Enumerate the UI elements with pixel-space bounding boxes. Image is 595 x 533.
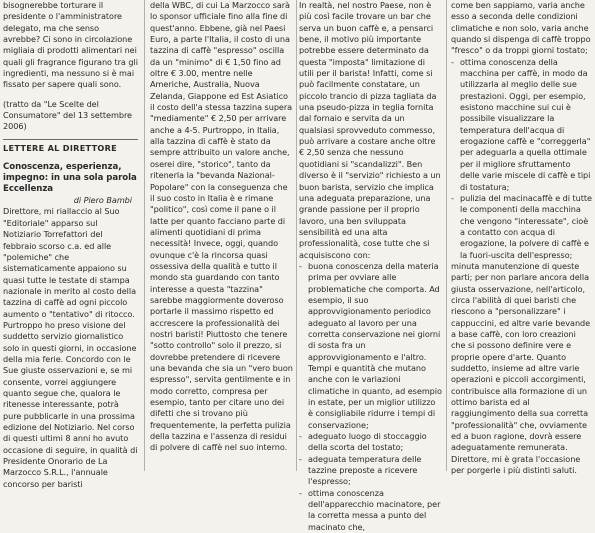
letter-headline: Conoscenza, esperienza, impegno: in una sola parola Eccellenza [3, 162, 137, 195]
body-text: minuta manutenzione di queste parti; per non parlare ancora della giusta osservazione, nell'articolo, circa l'abilità di quei baristi che riescono a "personalizzare" i cappuccini, ed altre varie bevande a base caffè, con loro creazioni che si possono definire vere e proprie opere d'arte. Quanto suddetto, insieme ad altre varie operazioni e piccoli accorgimenti, contribuisce alla formazione di un ottimo barista ed al raggiungimento della sua corretta "professionalità" che, ovviamente ed a buon ragione, dovrà essere adeguatamente remunerata. [451, 260, 591, 453]
column-2 [150, 0, 293, 471]
continued-text: come ben sappiamo, varia anche esso a seconda delle condizioni climatiche e non solo, varia anche quando si dispenga di caffè troppo "fresco" o da troppi giorni tostato; [451, 0, 591, 56]
requirements-list [299, 261, 442, 533]
citation: (tratto da "Le Scelte del Consumatore" del 13 settembre 2006) [3, 98, 133, 132]
byline: di Piero Bambi [73, 195, 132, 206]
list-item: - ottima conoscenza dell'apparecchio macinatore, per la corretta messa a punto del macinato che, [299, 488, 442, 533]
list-item: - adeguata temperatura delle tazzine preposte a ricevere l'espresso; [299, 454, 442, 488]
column-1 [3, 0, 138, 489]
column-4 [451, 0, 592, 476]
column-divider [446, 0, 447, 471]
body-text: della WBC, di cui La Marzocco sarà lo sponsor ufficiale fino alla fine di quest'anno. Ebbene, già nel Paesi Euro, a parte l'Italia, il costo di una tazzina di caffè "espresso" oscilla da un "minimo" di € 1,50 fino ad oltre € 3.00, mentre nelle Americhe, Australia, Nuova Zelanda, Giappone ed Est Asiatico il costo dell'a stessa tazzina supera "mediamente" € 2,50 per arrivare anche a 4-5. Purtroppo, in Italia, alla tazzina di caffè è stato da sempre attribuito un valore anche, oserei dire, "storico", tanto da ritenerla la "bevanda Nazional-Popolare" con la conseguenza che il suo costo in Italia è e rimane "politico", così come il pane o il latte per quanto facciano parte di alimenti quotidiani di prima necessità! Invece, oggi, quando ovunque c'è la rincorsa quasi ossessiva della qualità e tutto il mondo sta guardando con tanto interesse a questa "tazzina" sarebbe maggiormente doveroso portarle il massimo rispetto ed accrescere la professionalità dei nostri baristi! Piuttosto che tenere "sotto controllo" solo il prezzo, si dovrebbe pretendere di ricevere una bevanda che sia un "vero buon espresso", servita gentilmente e in modo corretto, compresa per esempio, tanto per citare uno dei difetti che si trovano più frequentemente, la perfetta pulizia della tazzina e l'assenza di residui di polvere di caffè nel suo interno. [150, 0, 293, 453]
closing-text: Direttore, mi è grata l'occasione per porgerle i più distinti saluti. [451, 453, 581, 476]
column-divider [296, 0, 297, 471]
column-divider [144, 0, 145, 471]
list-item: - buona conoscenza della materia prima per ovviare alle problematiche che comporta. Ad esempio, il suo approvvigionamento periodico adeguato al lavoro per una corretta conservazione nei giorni di sosta fra un approvvigionamento e l'altro. Tempi e quantità che mutano anche con le variazioni climatiche in quanto, ad esempio in estate, per un miglior utilizzo è consigliabile ridurre i tempi di conservazione; [299, 261, 442, 431]
list-item: - pulizia del macinacaffè e di tutte le componenti della macchina che vengono "interessate", cioè a contatto con acqua di erogazione, la polvere di caffè e la fuori-uscita dell'espresso; [451, 193, 592, 261]
list-item: - adeguato luogo di stoccaggio della scorta del tostato; [299, 431, 442, 454]
requirements-list-continued [451, 57, 592, 261]
section-label: LETTERE AL DIRETTORE [3, 142, 118, 153]
list-item: - ottima conoscenza della macchina per caffè, in modo da utilizzarla al meglio delle sue prestazioni. Oggi, per esempio, esistono macchine sui cui è possibile visualizzare la temperatura dell'acqua di erogazione caffè e "correggerla" per adeguarla a quella ottimale per il migliore sfruttamento delle varie miscele di caffè e tipi di tostatura; [451, 57, 592, 193]
body-text: In realtà, nel nostro Paese, non è più così facile trovare un bar che serva un buon caffè e, a pensarci bene, il motivo più importante potrebbe essere determinato da questa "imposta" limitazione di utili per il barista! Infatti, come si può facilmente constatare, un piccolo trancio di pizza tagliata da una pseudo-pizza in teglia fornita dal fornaio e servita da un qualsiasi sprovveduto commesso, può arrivare a costare anche oltre € 2,50 senza che nessuno quotidiani si "scandalizzi". Ben diverso è il "servizio" richiesto a un buon barista, servizio che implica una adeguata preparazione, una grande passione per il proprio lavoro, una ben sviluppata sensibilità ed una alta professionalità, cose tutte che si acquisiscono con: [299, 0, 441, 260]
section-separator [3, 139, 138, 140]
column-3 [299, 0, 442, 532]
intro-paragraph: bisognerebbe torturare il presidente o l'amministratore delegato, ma che senso avrebbe? Ci sono in circolazione migliaia di prodotti alimentari nei quali gli fragrance figurano tra gli ingredienti, ma nessuno si è mai fissato per sapere quali sono. [3, 0, 138, 90]
letter-body: Direttore, mi riallaccio al Suo "Editoriale" apparso sul Notiziario Torrefattori del febbraio scorso c.a. ed alle "polemiche" che sistematicamente appaiono su quasi tutte le testate di stampa nazionale in merito al costo della tazzina di caffè ad ogni piccolo aumento o "tentativo" di ritocco. Purtroppo ho preso visione del suddetto servizio giornalistico solo in questi giorni, in occasione della mia ferie. Concordo con le Sue giuste osservazioni e, se mi consente, vorrei aggiungere quanto segue che, qualora le ritenesse interessante, potrà pure pubblicarle in una prossima edizione del Notiziario. Nel corso di questi ultimi 8 anni ho avuto occasione di seguire, in qualità di Presidente Onorario de La Marzocco S.R.L., l'annuale concorso per baristi [3, 206, 138, 489]
